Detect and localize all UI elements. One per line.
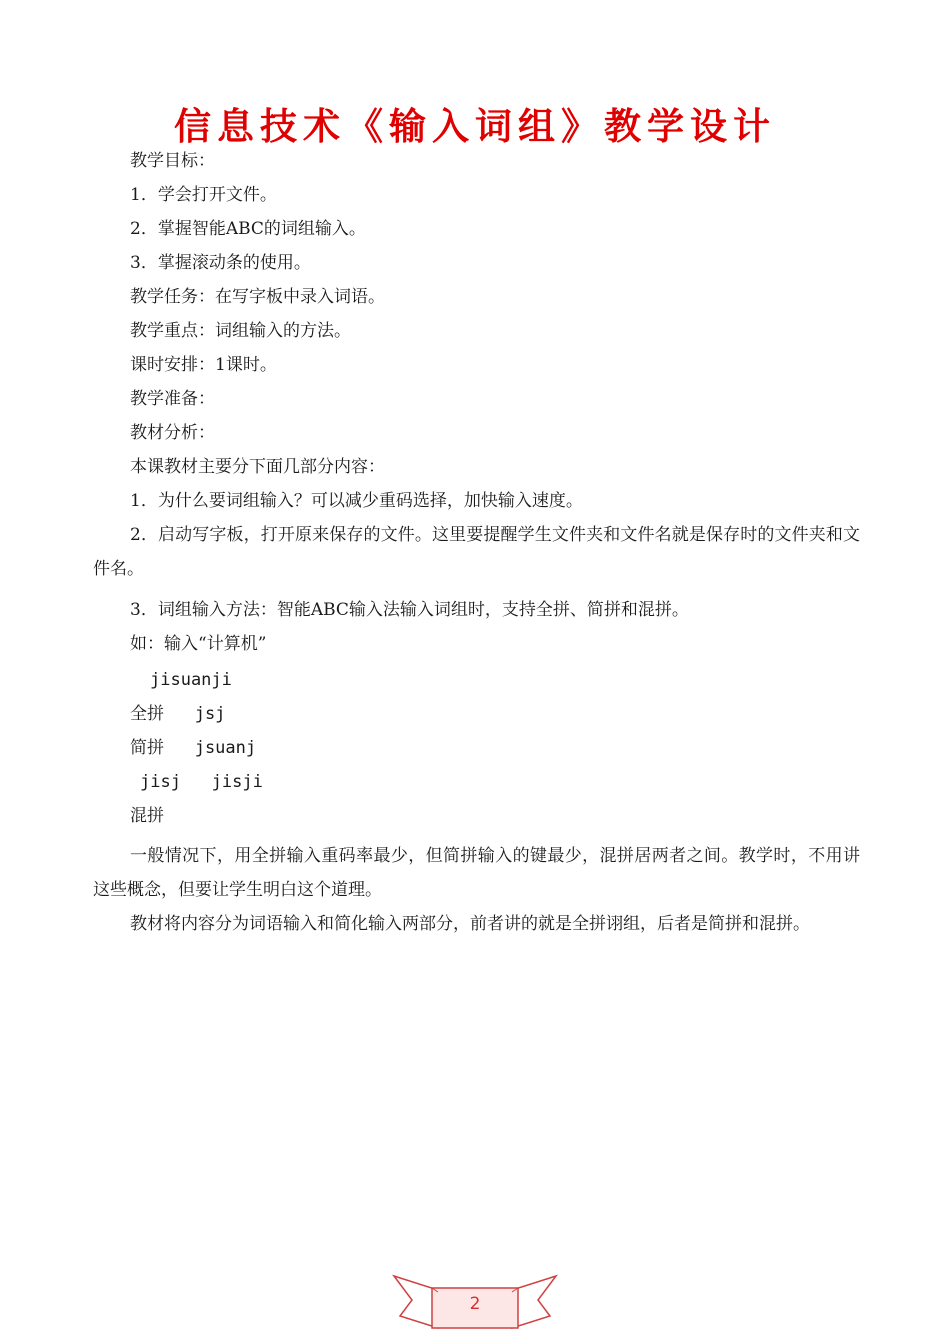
content-item-3: 3．词组输入方法：智能ABC输入法输入词组时，支持全拼、简拼和混拼。 (130, 600, 689, 620)
example-quanpin: 全拼 jsj (130, 704, 226, 724)
page-footer-ribbon (392, 1270, 558, 1332)
example-hunpin: 混拼 (130, 806, 164, 826)
goal-item-2: 2．掌握智能ABC的词组输入。 (130, 219, 366, 239)
teaching-prep: 教学准备： (130, 389, 215, 409)
content-item-2: 2．启动写字板，打开原来保存的文件。这里要提醒学生文件夹和文件名就是保存时的文件夹和文件名。 (93, 525, 860, 579)
teaching-focus: 教学重点：词组输入的方法。 (130, 321, 351, 341)
example-full-pinyin: jisuanji (150, 670, 232, 690)
example-hunpin-codes: jisj jisji (140, 772, 263, 792)
paragraph-general: 一般情况下，用全拼输入重码率最少，但简拼输入的键最少，混拼居两者之间。教学时，不用讲这些概念，但要让学生明白这个道理。 (93, 846, 860, 900)
material-analysis: 教材分析： (130, 423, 215, 443)
class-schedule: 课时安排：1课时。 (130, 355, 277, 375)
content-item-1: 1．为什么要词组输入？可以减少重码选择，加快输入速度。 (130, 491, 583, 511)
paragraph-material: 教材将内容分为词语输入和简化输入两部分，前者讲的就是全拼诩组，后者是简拼和混拼。 (130, 914, 810, 934)
content-intro: 本课教材主要分下面几部分内容： (130, 457, 385, 477)
example-jianpin: 简拼 jsuanj (130, 738, 257, 758)
document-title: 信息技术《输入词组》教学设计 (174, 105, 776, 148)
goal-item-3: 3．掌握滚动条的使用。 (130, 253, 311, 273)
goal-item-1: 1．学会打开文件。 (130, 185, 277, 205)
page-number: 2 (469, 1294, 481, 1314)
example-intro: 如：输入“计算机” (130, 634, 267, 654)
goals-heading: 教学目标： (130, 151, 215, 171)
teaching-task: 教学任务：在写字板中录入词语。 (130, 287, 385, 307)
